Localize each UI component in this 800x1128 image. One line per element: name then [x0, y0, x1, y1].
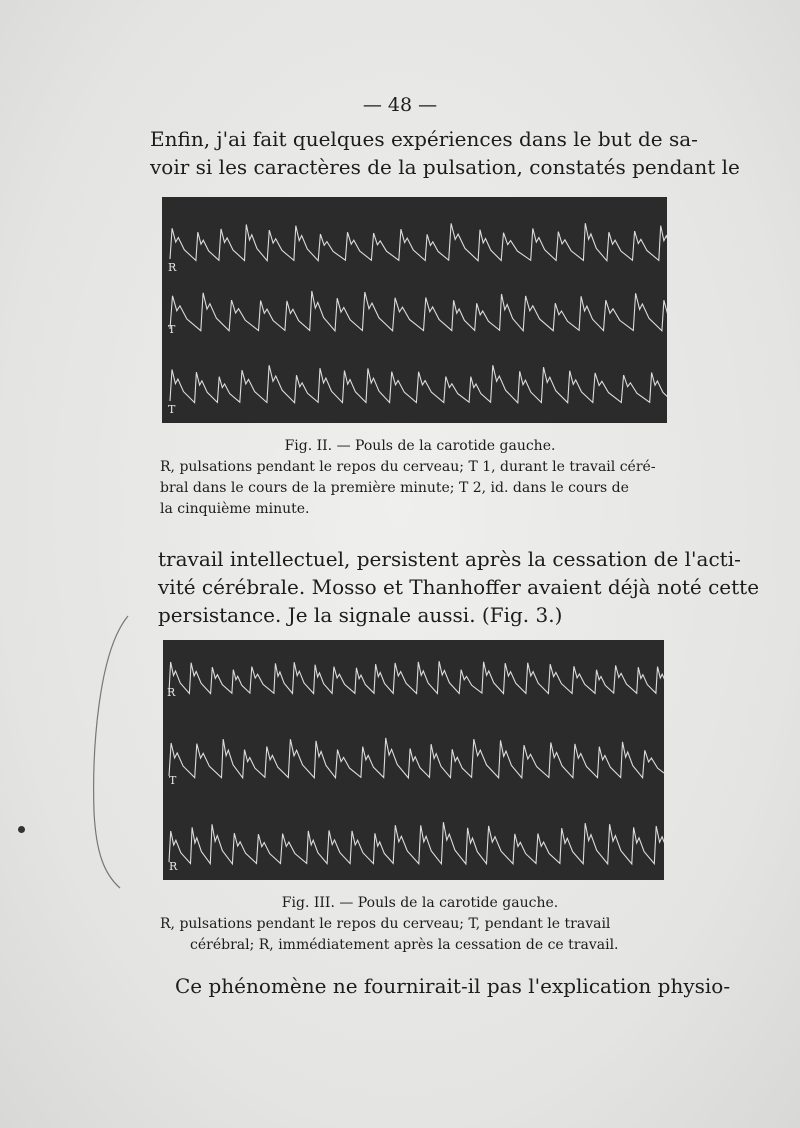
figure-2-caption: [160, 436, 680, 520]
caption-line: R, pulsations pendant le repos du cerveau; T 1, durant le travail céré-: [160, 459, 656, 475]
figure-3-caption: [160, 893, 680, 956]
trace-label-t2: T: [168, 403, 176, 416]
text-line: Enfin, j'ai fait quelques expériences dans le but de sa-: [150, 127, 698, 151]
text-line: vité cérébrale. Mosso et Thanhoffer avaient déjà noté cette: [158, 575, 760, 599]
text-line: Ce phénomène ne fournirait-il pas l'explication physio-: [175, 974, 731, 998]
margin-dot: [18, 826, 25, 833]
caption-title: Fig. II. — Pouls de la carotide gauche.: [284, 438, 556, 454]
caption-title: Fig. III. — Pouls de la carotide gauche.: [281, 895, 559, 911]
paragraph-1: [150, 125, 740, 181]
trace-label-r: R: [168, 261, 177, 274]
text-line: voir si les caractères de la pulsation, constatés pendant le: [150, 155, 740, 179]
caption-line: cérébral; R, immédiatement après la cessation de ce travail.: [190, 937, 619, 953]
pulse-tracing-svg: [162, 197, 667, 423]
paragraph-2: [158, 545, 760, 629]
trace-label-r: R: [167, 686, 176, 699]
paragraph-3: [175, 972, 731, 1000]
trace-label-r-after: R: [169, 860, 178, 873]
trace-label-t1: T: [168, 323, 176, 336]
caption-line: R, pulsations pendant le repos du cerveau; T, pendant le travail: [160, 916, 611, 932]
margin-bracket-mark: [90, 612, 130, 892]
pulse-tracing-figure-3: [163, 640, 664, 880]
text-line: travail intellectuel, persistent après la cessation de l'acti-: [158, 547, 741, 571]
caption-line: bral dans le cours de la première minute; T 2, id. dans le cours de: [160, 480, 629, 496]
pulse-tracing-figure-2: [162, 197, 667, 423]
caption-line: la cinquième minute.: [160, 501, 310, 517]
trace-label-t: T: [169, 774, 177, 787]
text-line: persistance. Je la signale aussi. (Fig. 3.): [158, 603, 563, 627]
pulse-tracing-svg: [163, 640, 664, 880]
page-number: — 48 —: [362, 94, 438, 116]
